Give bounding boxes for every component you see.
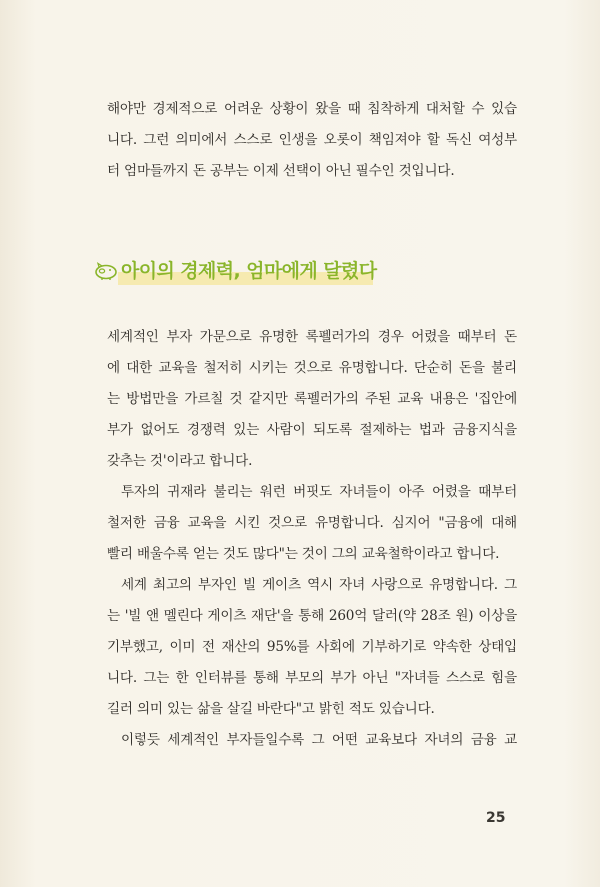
top-paragraph: [107, 94, 517, 187]
text-line: 갖추는 것'이라고 합니다.: [107, 453, 253, 469]
text-line: 는 '빌 앤 멜린다 게이츠 재단'을 통해 260억 달러(약 28조 원) 이상을: [107, 608, 517, 624]
text-line: 에 대한 교육을 철저히 시키는 것으로 유명합니다. 단순히 돈을 불리: [107, 360, 517, 376]
text-line: 빨리 배울수록 얻는 것도 많다"는 것이 그의 교육철학이라고 합니다.: [107, 546, 500, 562]
text-line: 이렇듯 세계적인 부자들일수록 그 어떤 교육보다 자녀의 금융 교: [121, 732, 517, 748]
text-line: 니다. 그는 한 인터뷰를 통해 부모의 부가 아닌 "자녀들 스스로 힘을: [107, 670, 517, 686]
section-heading: [93, 252, 393, 292]
text-line: 니다. 그런 의미에서 스스로 인생을 오롯이 책임져야 할 독신 여성부: [107, 132, 517, 148]
text-line: 투자의 귀재라 불리는 워런 버핏도 자녀들이 아주 어렸을 때부터: [121, 484, 517, 500]
text-line: 세계 최고의 부자인 빌 게이츠 역시 자녀 사랑으로 유명합니다. 그: [121, 577, 517, 593]
piggy-bank-icon: [93, 261, 119, 281]
text-line: 부가 없어도 경쟁력 있는 사람이 되도록 절제하는 법과 금융지식을: [107, 422, 517, 438]
text-line: 는 방법만을 가르칠 것 같지만 록펠러가의 주된 교육 내용은 '집안에: [107, 391, 517, 407]
page-number: 25: [486, 810, 506, 826]
text-line: 해야만 경제적으로 어려운 상황이 왔을 때 침착하게 대처할 수 있습: [107, 101, 517, 117]
text-line: 터 엄마들까지 돈 공부는 이제 선택이 아닌 필수인 것입니다.: [107, 163, 455, 179]
text-line: 기부했고, 이미 전 재산의 95%를 사회에 기부하기로 약속한 상태입: [107, 639, 517, 655]
section-title: 아이의 경제력, 엄마에게 달렸다: [121, 260, 377, 282]
paragraph-gates: [107, 570, 517, 725]
paragraph-buffett: [107, 477, 517, 570]
text-line: 철저한 금융 교육을 시킨 것으로 유명합니다. 심지어 "금융에 대해: [107, 515, 517, 531]
paragraph-rockefeller: [107, 322, 517, 477]
paragraph-conclusion: [107, 725, 517, 756]
text-line: 세계적인 부자 가문으로 유명한 록펠러가의 경우 어렸을 때부터 돈: [107, 329, 517, 345]
text-line: 길러 의미 있는 삶을 살길 바란다"고 밝힌 적도 있습니다.: [107, 701, 435, 717]
